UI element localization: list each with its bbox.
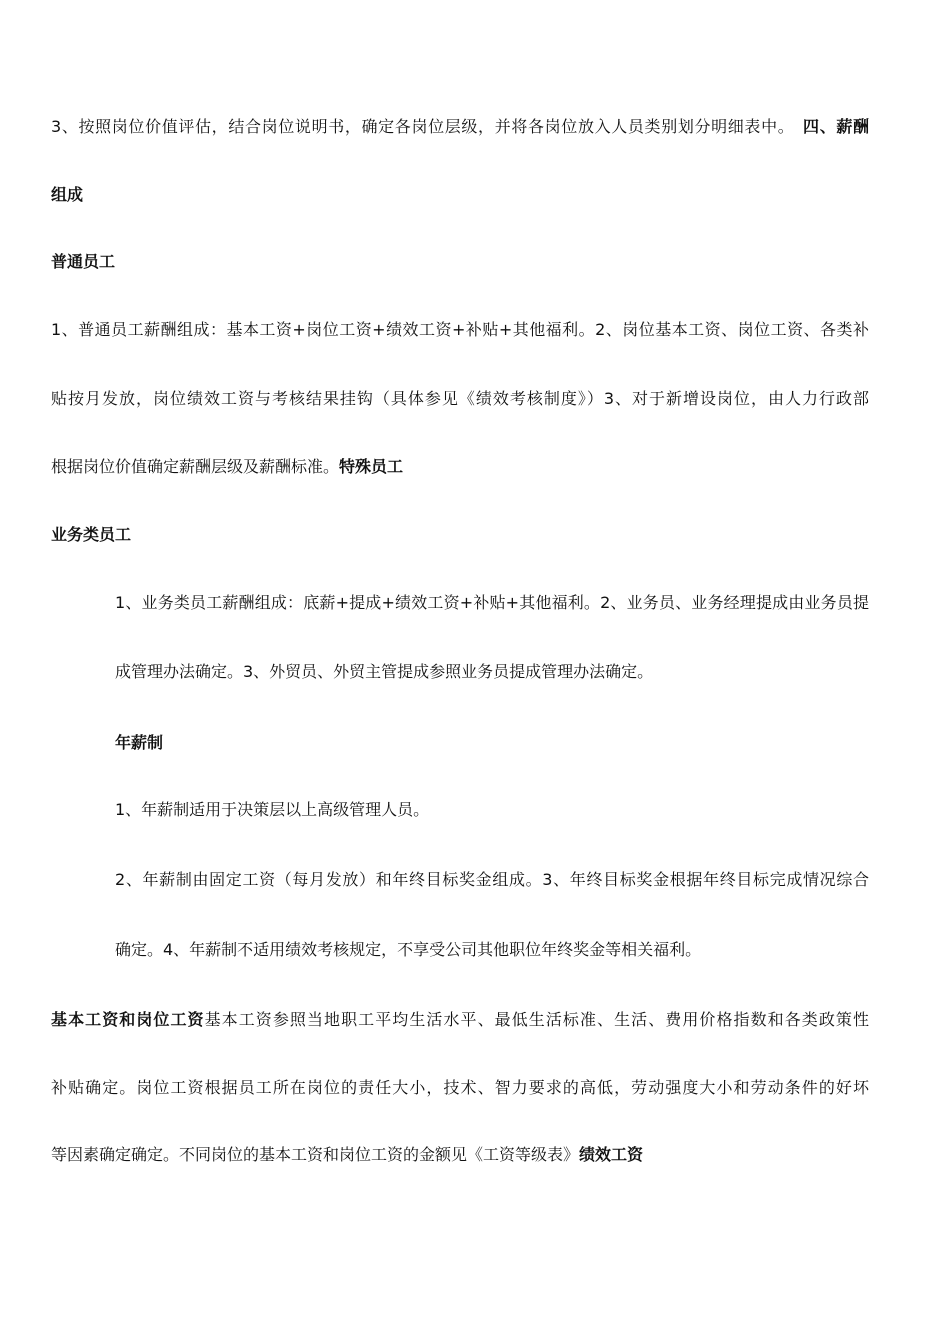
paragraph-line: 1、年薪制适用于决策层以上高级管理人员。 [115, 800, 430, 819]
paragraph-line [51, 455, 403, 479]
paragraph-line: 贴按月发放，岗位绩效工资与考核结果挂钩（具体参见《绩效考核制度》）3、对于新增设岗位，由人力行政部 [51, 389, 869, 408]
paragraph-text: 等因素确定确定。不同岗位的基本工资和岗位工资的金额见《工资等级表》 [51, 1145, 580, 1164]
heading-special-staff: 特殊员工 [339, 457, 404, 476]
heading-business-staff: 业务类员工 [51, 525, 132, 544]
heading-annual-salary: 年薪制 [115, 733, 164, 752]
paragraph-line: 确定。4、年薪制不适用绩效考核规定，不享受公司其他职位年终奖金等相关福利。 [115, 940, 702, 959]
paragraph-line: 补贴确定。岗位工资根据员工所在岗位的责任大小，技术、智力要求的高低，劳动强度大小和劳动条件的好坏 [51, 1078, 869, 1097]
paragraph-line: 2、年薪制由固定工资（每月发放）和年终目标奖金组成。3、年终目标奖金根据年终目标完成情况综合 [115, 870, 869, 889]
paragraph-line: 1、业务类员工薪酬组成：底薪+提成+绩效工资+补贴+其他福利。2、业务员、业务经理提成由业务员提 [115, 593, 869, 612]
paragraph-text: 基本工资参照当地职工平均生活水平、最低生活标准、生活、费用价格指数和各类政策性 [204, 1010, 869, 1029]
paragraph-line: 1、普通员工薪酬组成：基本工资+岗位工资+绩效工资+补贴+其他福利。2、岗位基本工资、岗位工资、各类补 [51, 320, 869, 339]
paragraph-line [51, 1143, 643, 1167]
heading-performance-salary: 绩效工资 [579, 1145, 644, 1164]
paragraph-line [51, 1008, 869, 1032]
paragraph-text: 3、按照岗位价值评估，结合岗位说明书，确定各岗位层级，并将各岗位放入人员类别划分明细表中。 [51, 117, 795, 136]
heading-normal-staff: 普通员工 [51, 252, 116, 271]
section-heading-salary-cont: 组成 [51, 185, 84, 204]
heading-base-and-post-salary: 基本工资和岗位工资 [51, 1010, 205, 1029]
paragraph-position-level [51, 115, 869, 139]
paragraph-line: 成管理办法确定。3、外贸员、外贸主管提成参照业务员提成管理办法确定。 [115, 662, 654, 681]
paragraph-text: 根据岗位价值确定薪酬层级及薪酬标准。 [51, 457, 340, 476]
section-heading-salary: 四、薪酬 [802, 117, 869, 136]
